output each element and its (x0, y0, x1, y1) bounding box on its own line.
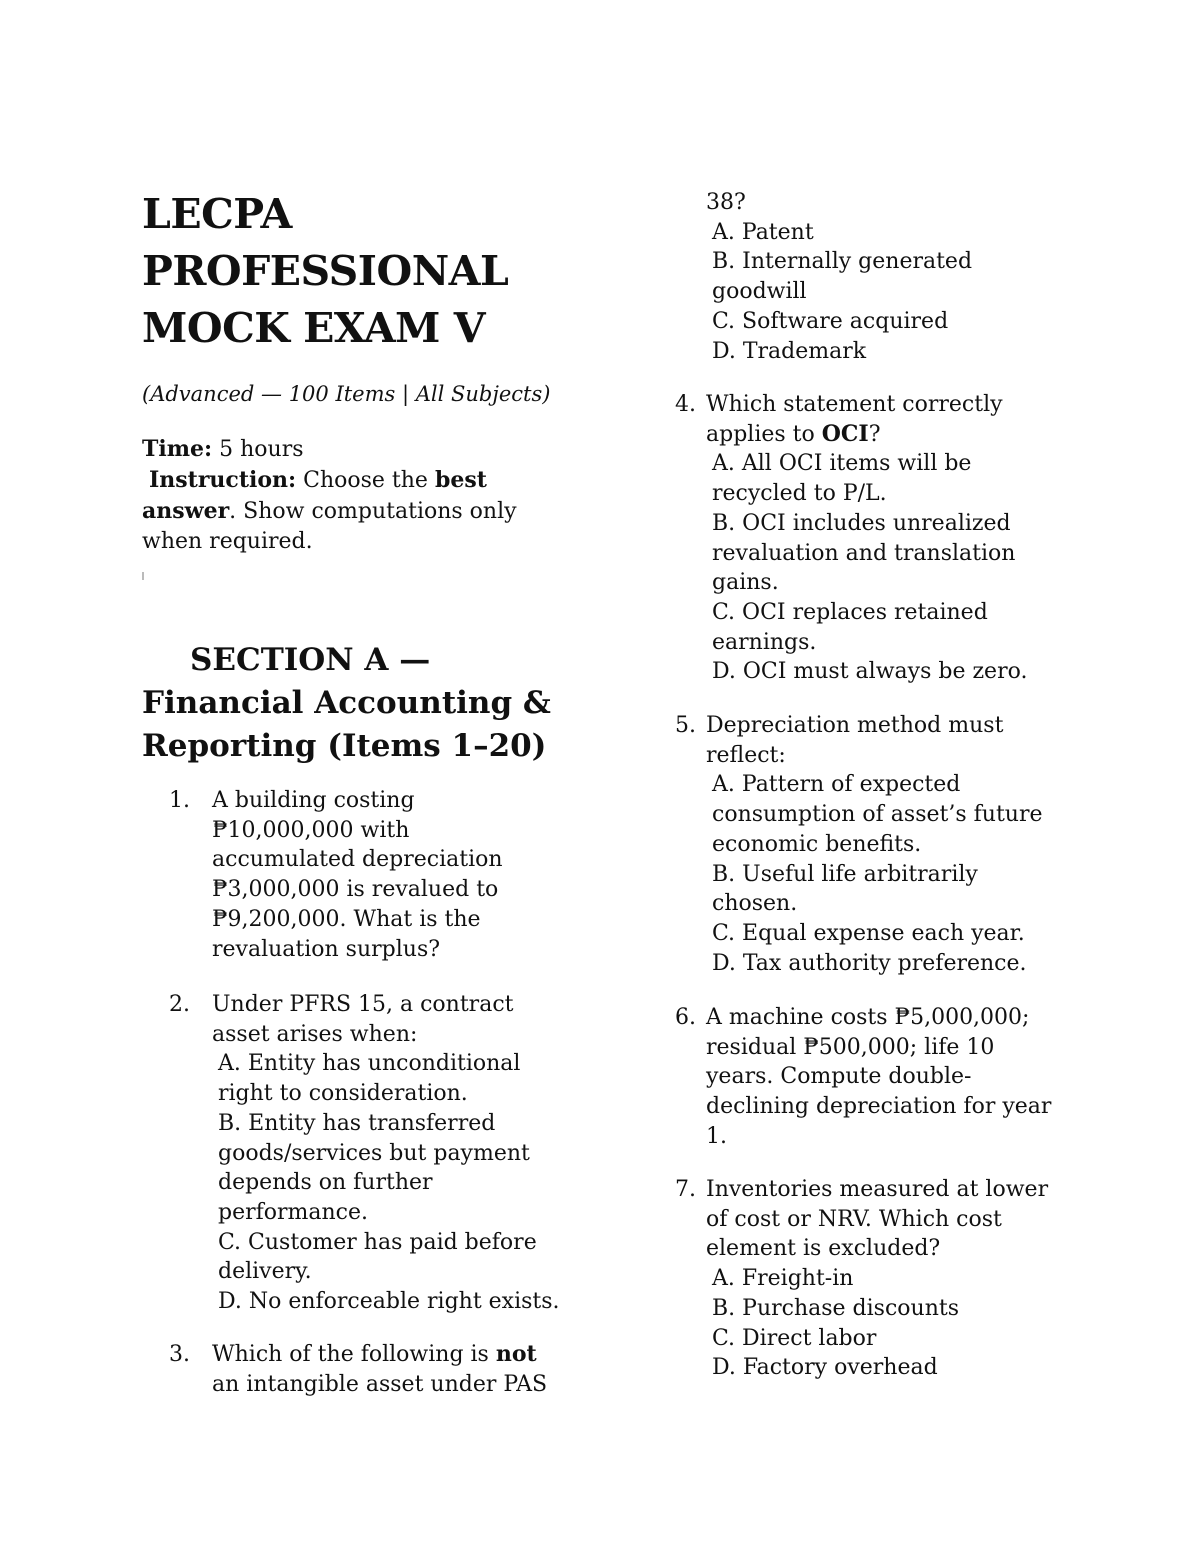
option-d: D. No enforceable right exists. (218, 1289, 560, 1315)
option-a: A. Freight-in (712, 1266, 854, 1292)
question-stem-post: an intangible asset under PAS (212, 1371, 548, 1397)
option-b: B. Internally generated goodwill (712, 249, 973, 305)
option-b: B. OCI includes unrealized revaluation and translation gains. (712, 510, 1016, 596)
exam-meta (142, 434, 562, 557)
question-number: 5. (675, 713, 696, 738)
instruction-emphasis: best answer (142, 467, 487, 524)
question-number: 1. (169, 788, 190, 813)
question-number: 7. (675, 1177, 696, 1202)
question-stem: Inventories measured at lower of cost or NRV. Which cost element is excluded? (706, 1177, 1049, 1262)
question-stem-pre: Which of the following is (212, 1342, 496, 1367)
question-stem: Under PFRS 15, a contract asset arises when: (212, 992, 514, 1047)
instruction-pre: Choose the (296, 468, 435, 493)
option-a: A. Patent (712, 219, 814, 245)
section-heading (142, 639, 582, 768)
question-3-continued (706, 188, 1056, 366)
question-number: 6. (675, 1005, 696, 1030)
time-label: Time: (142, 436, 213, 462)
question-stem: A building costing ₱10,000,000 with accumulated depreciation ₱3,000,000 is revalued to ₱9,200,000. What is the revaluation surplus? (212, 788, 503, 962)
section-heading-line-2: Financial Accounting & Reporting (Items 1–20) (142, 685, 551, 764)
question-stem-pre: Which statement correctly applies to (706, 392, 1003, 447)
question-stem-post: ? (868, 421, 881, 447)
instruction-post: . Show computations only when required. (142, 499, 517, 554)
question-stem: A machine costs ₱5,000,000; residual ₱500,000; life 10 years. Compute double-declining depreciation for year 1. (706, 1005, 1052, 1149)
option-a: A. All OCI items will be recycled to P/L. (712, 451, 972, 507)
instruction-line (142, 465, 562, 557)
page-title (142, 186, 582, 357)
option-d: D. Trademark (712, 338, 867, 364)
question-stem: Depreciation method must reflect: (706, 713, 1004, 768)
section-heading-line-1: SECTION A — (190, 642, 431, 678)
instruction-label: Instruction: (149, 467, 297, 493)
time-value: 5 hours (212, 437, 304, 462)
option-b: B. Purchase discounts (712, 1295, 959, 1321)
title-line-2: PROFESSIONAL (142, 247, 509, 295)
option-c: C. Equal expense each year. (712, 920, 1025, 946)
stray-mark (142, 572, 144, 580)
question-number: 3. (169, 1342, 190, 1367)
exam-subtitle: (Advanced — 100 Items | All Subjects) (142, 382, 551, 406)
title-line-1: LECPA (142, 190, 292, 238)
option-a: A. Pattern of expected consumption of asset’s future economic benefits. (712, 772, 1043, 857)
option-b: B. Entity has transferred goods/services but payment depends on further performance. (218, 1110, 530, 1225)
option-d: D. Factory overhead (712, 1355, 938, 1381)
time-line (142, 434, 562, 465)
question-stem-emphasis: not (495, 1341, 537, 1367)
option-c: C. Customer has paid before delivery. (218, 1229, 537, 1285)
option-c: C. OCI replaces retained earnings. (712, 599, 988, 655)
option-d: D. OCI must always be zero. (712, 659, 1028, 685)
option-a: A. Entity has unconditional right to consideration. (218, 1051, 521, 1107)
question-number: 4. (675, 392, 696, 417)
question-number: 2. (169, 992, 190, 1017)
question-stem-continued: 38? (706, 190, 746, 215)
option-c: C. Software acquired (712, 308, 949, 334)
option-d: D. Tax authority preference. (712, 950, 1027, 976)
title-line-3: MOCK EXAM V (142, 304, 486, 352)
option-b: B. Useful life arbitrarily chosen. (712, 861, 978, 917)
option-c: C. Direct labor (712, 1325, 877, 1351)
question-stem-emphasis: OCI (821, 420, 869, 447)
